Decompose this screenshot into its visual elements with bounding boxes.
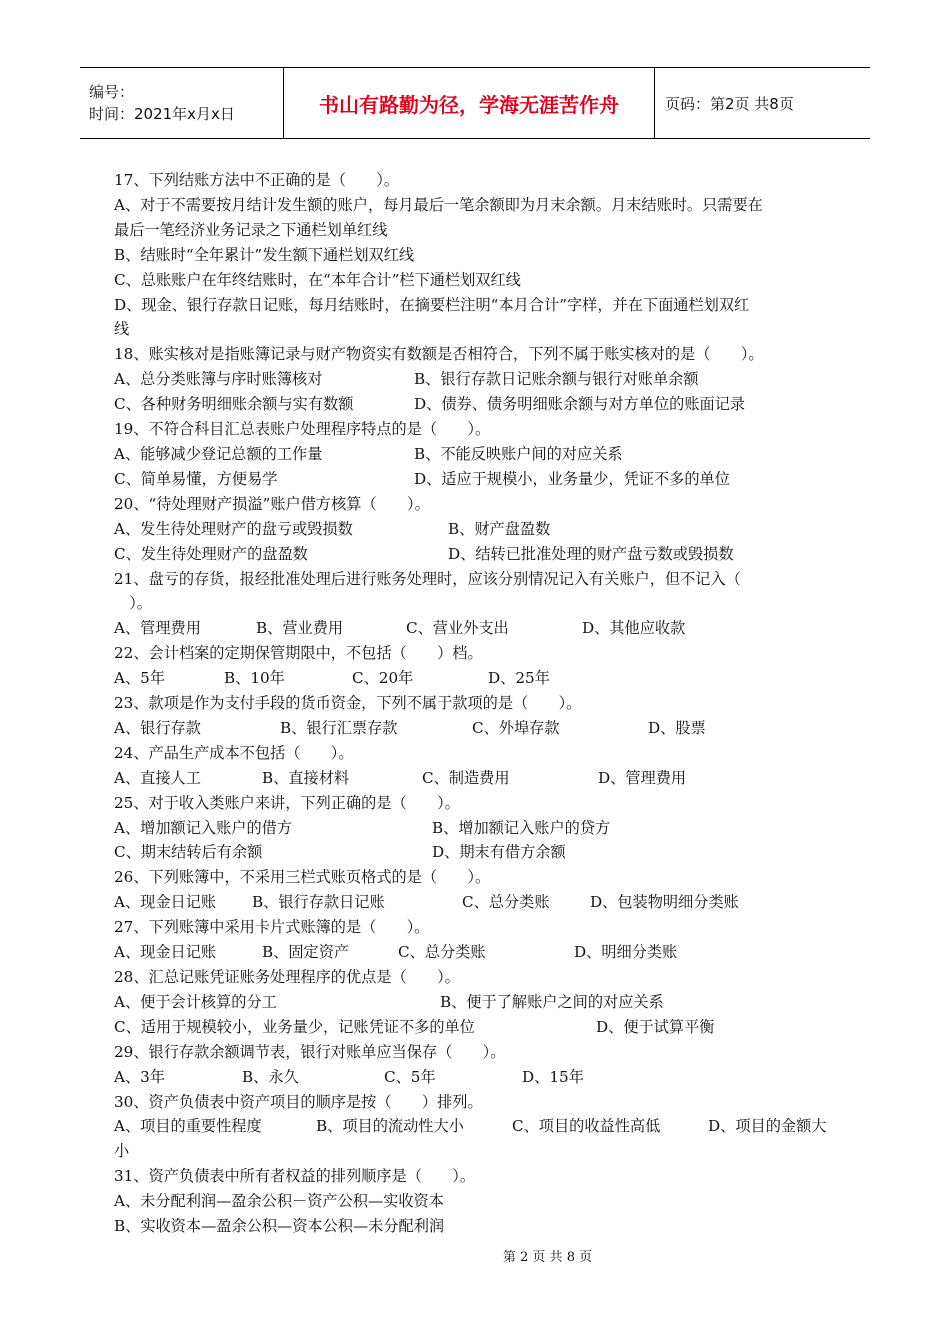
option-text: A、发生待处理财产的盘亏或毁损数 bbox=[114, 519, 353, 538]
text-line: A、未分配利润—盈余公积－资产公积—实收资本 bbox=[114, 1192, 444, 1211]
option-text: B、永久 bbox=[242, 1067, 299, 1086]
option-text: C、项目的收益性高低 bbox=[512, 1117, 661, 1136]
option-text: A、现金日记账 bbox=[114, 943, 217, 962]
option-text: C、各种财务明细账余额与实有数额 bbox=[114, 395, 354, 414]
document-date: 时间：2021年x月x日 bbox=[89, 105, 235, 123]
text-line: 最后一笔经济业务记录之下通栏划单红线 bbox=[114, 220, 388, 239]
text-line: 29、银行存款余额调节表，银行对账单应当保存（ ）。 bbox=[114, 1042, 506, 1061]
option-text: B、财产盘盈数 bbox=[448, 519, 551, 538]
option-text: A、增加额记入账户的借方 bbox=[114, 818, 293, 837]
text-line: 25、对于收入类账户来讲，下列正确的是（ ）。 bbox=[114, 793, 460, 812]
option-text: B、便于了解账户之间的对应关系 bbox=[440, 992, 664, 1011]
option-text: B、10年 bbox=[224, 669, 285, 688]
text-line: ）。 bbox=[114, 594, 152, 613]
header-meta bbox=[80, 68, 283, 138]
option-text: C、总分类账 bbox=[462, 893, 550, 912]
text-line: 21、盘亏的存货，报经批准处理后进行账务处理时，应该分别情况记入有关账户，但不记入（ bbox=[114, 569, 741, 588]
option-row bbox=[114, 666, 844, 691]
text-line: 19、不符合科目汇总表账户处理程序特点的是（ ）。 bbox=[114, 420, 491, 439]
option-text: C、制造费用 bbox=[422, 768, 510, 787]
option-text: B、固定资产 bbox=[262, 943, 350, 962]
option-text: C、5年 bbox=[384, 1067, 436, 1086]
document-number-label: 编号： bbox=[89, 83, 135, 101]
text-line: 28、汇总记账凭证账务处理程序的优点是（ ）。 bbox=[114, 968, 460, 986]
text-line: C、总账账户在年终结账时，在“本年合计”栏下通栏划双红线 bbox=[114, 270, 521, 289]
option-text: B、银行存款日记账 bbox=[252, 893, 385, 912]
header-motto: 书山有路勤为径，学海无涯苦作舟 bbox=[283, 68, 655, 138]
option-text: C、简单易懂，方便易学 bbox=[114, 469, 278, 488]
option-text: B、增加额记入账户的贷方 bbox=[432, 818, 611, 837]
text-line: 20、“待处理财产损溢”账户借方核算（ ）。 bbox=[114, 494, 430, 513]
option-row bbox=[114, 542, 844, 567]
text-line: 18、账实核对是指账簿记录与财产物资实有数额是否相符合，下列不属于账实核对的是（ ）。 bbox=[114, 345, 764, 364]
option-row bbox=[114, 990, 844, 1015]
option-text: A、总分类账簿与序时账簿核对 bbox=[114, 370, 323, 389]
option-text: D、25年 bbox=[488, 669, 550, 688]
option-text: C、营业外支出 bbox=[406, 619, 509, 638]
text-line: 23、款项是作为支付手段的货币资金，下列不属于款项的是（ ）。 bbox=[114, 694, 582, 713]
text-line: 小 bbox=[114, 1142, 130, 1161]
option-text: D、其他应收款 bbox=[582, 619, 686, 638]
text-line: 31、资产负债表中所有者权益的排列顺序是（ ）。 bbox=[114, 1167, 476, 1186]
text-line: 30、资产负债表中资产项目的顺序是按（ ）排列。 bbox=[114, 1092, 483, 1111]
option-row bbox=[114, 816, 844, 841]
option-text: A、项目的重要性程度 bbox=[114, 1117, 262, 1136]
question-list bbox=[114, 168, 844, 1239]
option-text: C、期末结转后有余额 bbox=[114, 843, 263, 862]
option-text: A、3年 bbox=[114, 1067, 166, 1086]
option-text: B、营业费用 bbox=[256, 619, 344, 638]
option-row bbox=[114, 840, 844, 865]
option-text: A、管理费用 bbox=[114, 619, 201, 638]
option-text: C、总分类账 bbox=[398, 943, 486, 962]
text-line: 22、会计档案的定期保管期限中，不包括（ ）档。 bbox=[114, 644, 483, 663]
option-text: C、外埠存款 bbox=[472, 718, 560, 737]
option-text: C、20年 bbox=[352, 669, 414, 688]
option-text: A、5年 bbox=[114, 669, 166, 688]
option-text: D、管理费用 bbox=[598, 768, 687, 787]
option-row bbox=[114, 1015, 844, 1040]
option-text: D、明细分类账 bbox=[574, 943, 678, 962]
text-line: B、实收资本—盈余公积—资本公积—未分配利润 bbox=[114, 1217, 445, 1236]
option-text: A、能够减少登记总额的工作量 bbox=[114, 444, 323, 463]
option-text: C、适用于规模较小，业务量少，记账凭证不多的单位 bbox=[114, 1017, 475, 1036]
option-text: B、项目的流动性大小 bbox=[316, 1117, 464, 1136]
page-header bbox=[80, 67, 870, 139]
option-text: A、直接人工 bbox=[114, 768, 201, 787]
text-line: 线 bbox=[114, 320, 130, 339]
text-line: A、对于不需要按月结计发生额的账户，每月最后一笔余额即为月末余额。月末结账时。只需要在 bbox=[114, 195, 763, 214]
option-text: D、项目的金额大 bbox=[708, 1117, 827, 1136]
option-text: D、期末有借方余额 bbox=[432, 843, 566, 862]
option-text: A、银行存款 bbox=[114, 718, 201, 737]
option-row bbox=[114, 442, 844, 467]
option-row bbox=[114, 890, 844, 915]
option-row bbox=[114, 1065, 844, 1090]
option-text: A、现金日记账 bbox=[114, 893, 217, 912]
option-row bbox=[114, 367, 844, 392]
option-text: D、包装物明细分类账 bbox=[590, 893, 739, 912]
option-row bbox=[114, 616, 844, 641]
option-text: C、发生待处理财产的盘盈数 bbox=[114, 544, 308, 563]
option-row bbox=[114, 467, 844, 492]
option-row bbox=[114, 392, 844, 417]
option-text: B、银行存款日记账余额与银行对账单余额 bbox=[414, 370, 699, 389]
option-row bbox=[114, 517, 844, 542]
text-line: 24、产品生产成本不包括（ ）。 bbox=[114, 743, 354, 762]
header-page-info: 页码：第2页 共8页 bbox=[665, 94, 794, 113]
option-text: B、直接材料 bbox=[262, 768, 350, 787]
option-row bbox=[114, 716, 844, 741]
text-line: 26、下列账簿中，不采用三栏式账页格式的是（ ）。 bbox=[114, 868, 491, 887]
page-footer: 第 2 页 共 8 页 bbox=[502, 1250, 593, 1265]
text-line: D、现金、银行存款日记账，每月结账时，在摘要栏注明“本月合计”字样，并在下面通栏划双红 bbox=[114, 295, 750, 314]
option-text: D、便于试算平衡 bbox=[596, 1017, 715, 1036]
option-text: D、适应于规模小，业务量少，凭证不多的单位 bbox=[414, 469, 730, 488]
option-text: B、不能反映账户间的对应关系 bbox=[414, 444, 623, 463]
text-line: 17、下列结账方法中不正确的是（ ）。 bbox=[114, 171, 400, 189]
option-text: A、便于会计核算的分工 bbox=[114, 992, 277, 1011]
option-text: D、15年 bbox=[522, 1067, 584, 1086]
option-text: D、股票 bbox=[648, 718, 706, 737]
text-line: 27、下列账簿中采用卡片式账簿的是（ ）。 bbox=[114, 918, 430, 937]
text-line: B、结账时“全年累计”发生额下通栏划双红线 bbox=[114, 245, 415, 264]
option-text: D、结转已批准处理的财产盘亏数或毁损数 bbox=[448, 544, 734, 563]
option-row bbox=[114, 1114, 844, 1139]
option-text: B、银行汇票存款 bbox=[280, 718, 398, 737]
option-text: D、债券、债务明细账余额与对方单位的账面记录 bbox=[414, 395, 746, 414]
option-row bbox=[114, 940, 844, 965]
option-row bbox=[114, 766, 844, 791]
